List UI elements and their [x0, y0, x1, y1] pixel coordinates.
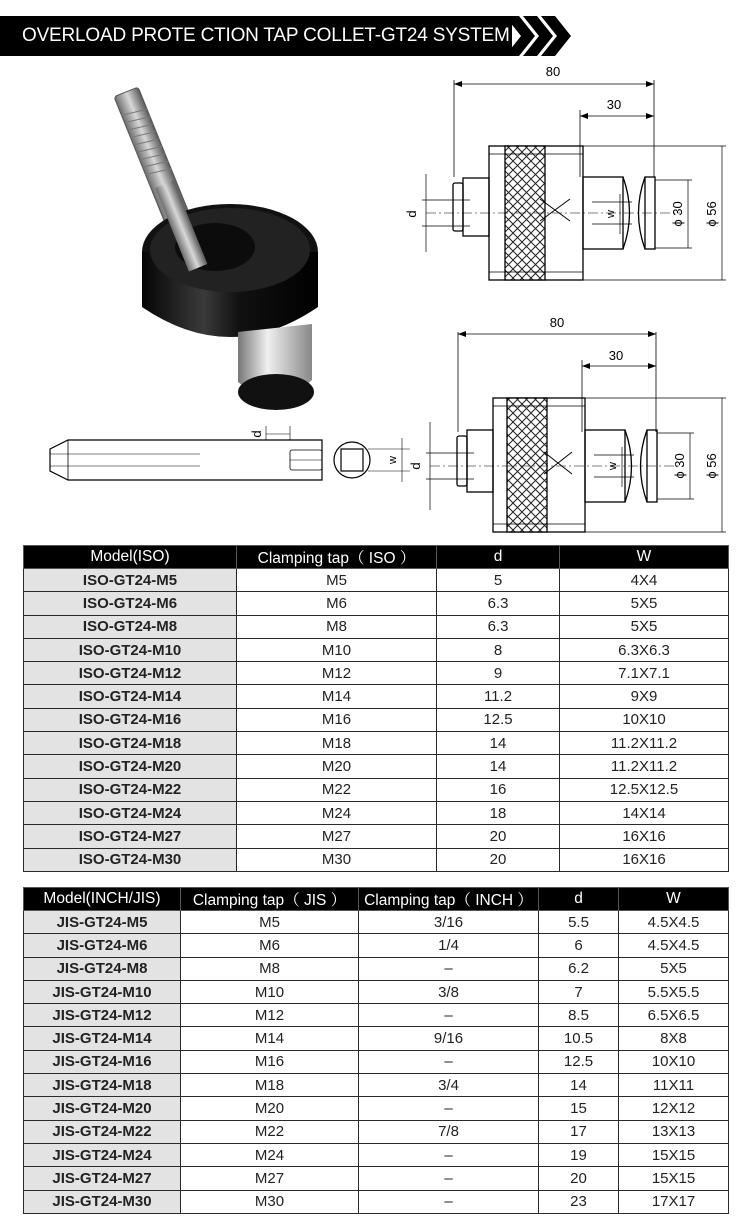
clamping-tap-inch-cell: 9/16	[359, 1027, 539, 1050]
clamping-tap-inch-cell: 1/4	[359, 934, 539, 957]
clamping-tap-cell: M12	[237, 662, 437, 685]
model-cell: JIS-GT24-M24	[24, 1143, 181, 1166]
w-cell: 15X15	[619, 1143, 729, 1166]
table-row	[24, 911, 729, 934]
clamping-tap-inch-cell: –	[359, 1143, 539, 1166]
model-cell: JIS-GT24-M16	[24, 1050, 181, 1073]
clamping-tap-jis-cell: M5	[181, 911, 359, 934]
jis-table-body	[24, 911, 729, 1214]
d-cell: 16	[437, 778, 560, 801]
table-row	[24, 1167, 729, 1190]
clamping-tap-jis-cell: M20	[181, 1097, 359, 1120]
iso-table-body	[24, 569, 729, 872]
table-row	[24, 708, 729, 731]
clamping-tap-jis-cell: M8	[181, 957, 359, 980]
col-header-d: d	[437, 546, 560, 569]
clamping-tap-inch-cell: –	[359, 1190, 539, 1213]
d-cell: 12.5	[437, 708, 560, 731]
table-row	[24, 1050, 729, 1073]
w-cell: 12X12	[619, 1097, 729, 1120]
dim-d-tap: d	[249, 430, 264, 438]
model-cell: JIS-GT24-M5	[24, 911, 181, 934]
clamping-tap-inch-cell: –	[359, 1167, 539, 1190]
dim-phi30-top: ϕ 30	[670, 201, 685, 227]
clamping-tap-cell: M8	[237, 615, 437, 638]
d-cell: 7	[539, 980, 619, 1003]
w-cell: 8X8	[619, 1027, 729, 1050]
w-cell: 11.2X11.2	[560, 732, 729, 755]
model-cell: JIS-GT24-M22	[24, 1120, 181, 1143]
dim-w-top: w	[605, 210, 617, 218]
clamping-tap-jis-cell: M16	[181, 1050, 359, 1073]
dim-w-tap: w	[387, 456, 399, 464]
clamping-tap-inch-cell: –	[359, 1004, 539, 1027]
table-row	[24, 615, 729, 638]
w-cell: 17X17	[619, 1190, 729, 1213]
model-cell: JIS-GT24-M14	[24, 1027, 181, 1050]
model-cell: ISO-GT24-M6	[24, 592, 237, 615]
table-row	[24, 934, 729, 957]
table-header-row	[24, 546, 729, 569]
d-cell: 15	[539, 1097, 619, 1120]
dim-front-bottom: 30	[608, 348, 624, 363]
dim-length-bottom: 80	[549, 315, 565, 330]
col-header-w: W	[619, 888, 729, 911]
model-cell: ISO-GT24-M12	[24, 662, 237, 685]
product-photo	[114, 87, 318, 410]
d-cell: 5	[437, 569, 560, 592]
drawing-bottom	[426, 331, 726, 532]
d-cell: 6.3	[437, 615, 560, 638]
model-cell: ISO-GT24-M30	[24, 848, 237, 871]
drawing-top	[422, 80, 726, 280]
clamping-tap-cell: M30	[237, 848, 437, 871]
header-banner	[0, 16, 575, 56]
model-cell: JIS-GT24-M27	[24, 1167, 181, 1190]
table-row	[24, 638, 729, 661]
table-row	[24, 848, 729, 871]
table-row	[24, 1004, 729, 1027]
model-cell: JIS-GT24-M18	[24, 1074, 181, 1097]
dim-length-top: 80	[545, 64, 561, 79]
w-cell: 4X4	[560, 569, 729, 592]
model-cell: ISO-GT24-M24	[24, 801, 237, 824]
table-row	[24, 592, 729, 615]
clamping-tap-jis-cell: M30	[181, 1190, 359, 1213]
table-row	[24, 1027, 729, 1050]
d-cell: 14	[437, 755, 560, 778]
col-header-clamping-tap-jis: Clamping tap（ JIS ）	[181, 888, 359, 911]
table-row	[24, 662, 729, 685]
w-cell: 7.1X7.1	[560, 662, 729, 685]
d-cell: 11.2	[437, 685, 560, 708]
w-cell: 15X15	[619, 1167, 729, 1190]
clamping-tap-inch-cell: 3/4	[359, 1074, 539, 1097]
w-cell: 6.5X6.5	[619, 1004, 729, 1027]
clamping-tap-jis-cell: M14	[181, 1027, 359, 1050]
d-cell: 14	[539, 1074, 619, 1097]
d-cell: 6.3	[437, 592, 560, 615]
clamping-tap-cell: M5	[237, 569, 437, 592]
model-cell: ISO-GT24-M16	[24, 708, 237, 731]
dim-phi56-top: ϕ 56	[704, 201, 719, 227]
clamping-tap-jis-cell: M6	[181, 934, 359, 957]
w-cell: 4.5X4.5	[619, 934, 729, 957]
dim-phi56-bottom: ϕ 56	[704, 453, 719, 479]
w-cell: 12.5X12.5	[560, 778, 729, 801]
model-cell: ISO-GT24-M27	[24, 825, 237, 848]
clamping-tap-inch-cell: 3/8	[359, 980, 539, 1003]
table-row	[24, 957, 729, 980]
table-header-row	[24, 888, 729, 911]
iso-spec-table	[23, 545, 729, 872]
clamping-tap-jis-cell: M10	[181, 980, 359, 1003]
clamping-tap-jis-cell: M18	[181, 1074, 359, 1097]
col-header-clamping-tap-inch: Clamping tap（ INCH ）	[359, 888, 539, 911]
table-row	[24, 778, 729, 801]
table-row	[24, 755, 729, 778]
w-cell: 16X16	[560, 848, 729, 871]
clamping-tap-cell: M27	[237, 825, 437, 848]
d-cell: 9	[437, 662, 560, 685]
page-title: OVERLOAD PROTE CTION TAP COLLET-GT24 SYSTEM	[22, 25, 510, 46]
dim-front-top: 30	[606, 97, 622, 112]
clamping-tap-inch-cell: –	[359, 1050, 539, 1073]
model-cell: ISO-GT24-M14	[24, 685, 237, 708]
col-header-w: W	[560, 546, 729, 569]
w-cell: 11.2X11.2	[560, 755, 729, 778]
table-row	[24, 1074, 729, 1097]
model-cell: JIS-GT24-M12	[24, 1004, 181, 1027]
drawing-tap	[50, 426, 410, 482]
clamping-tap-cell: M16	[237, 708, 437, 731]
table-row	[24, 801, 729, 824]
clamping-tap-jis-cell: M12	[181, 1004, 359, 1027]
w-cell: 14X14	[560, 801, 729, 824]
w-cell: 5X5	[560, 615, 729, 638]
w-cell: 5X5	[619, 957, 729, 980]
dim-d-top: d	[404, 210, 419, 218]
table-row	[24, 980, 729, 1003]
d-cell: 20	[437, 825, 560, 848]
d-cell: 6.2	[539, 957, 619, 980]
d-cell: 14	[437, 732, 560, 755]
d-cell: 19	[539, 1143, 619, 1166]
model-cell: ISO-GT24-M18	[24, 732, 237, 755]
clamping-tap-inch-cell: 7/8	[359, 1120, 539, 1143]
table-row	[24, 732, 729, 755]
w-cell: 10X10	[560, 708, 729, 731]
technical-drawing	[0, 62, 750, 540]
col-header-clamping-tap-iso: Clamping tap（ ISO ）	[237, 546, 437, 569]
w-cell: 16X16	[560, 825, 729, 848]
w-cell: 5.5X5.5	[619, 980, 729, 1003]
dim-d-bottom: d	[408, 462, 423, 470]
model-cell: ISO-GT24-M5	[24, 569, 237, 592]
col-header-model: Model(INCH/JIS)	[24, 888, 181, 911]
clamping-tap-cell: M22	[237, 778, 437, 801]
d-cell: 18	[437, 801, 560, 824]
clamping-tap-jis-cell: M24	[181, 1143, 359, 1166]
dim-phi30-bottom: ϕ 30	[672, 453, 687, 479]
model-cell: ISO-GT24-M10	[24, 638, 237, 661]
d-cell: 8.5	[539, 1004, 619, 1027]
table-row	[24, 1120, 729, 1143]
w-cell: 10X10	[619, 1050, 729, 1073]
model-cell: ISO-GT24-M22	[24, 778, 237, 801]
w-cell: 11X11	[619, 1074, 729, 1097]
model-cell: JIS-GT24-M20	[24, 1097, 181, 1120]
w-cell: 13X13	[619, 1120, 729, 1143]
jis-inch-spec-table	[23, 887, 729, 1214]
w-cell: 5X5	[560, 592, 729, 615]
dim-w-bottom: w	[607, 462, 619, 470]
table-row	[24, 685, 729, 708]
col-header-d: d	[539, 888, 619, 911]
w-cell: 9X9	[560, 685, 729, 708]
clamping-tap-cell: M14	[237, 685, 437, 708]
clamping-tap-cell: M20	[237, 755, 437, 778]
d-cell: 20	[437, 848, 560, 871]
model-cell: JIS-GT24-M8	[24, 957, 181, 980]
clamping-tap-jis-cell: M22	[181, 1120, 359, 1143]
table-row	[24, 569, 729, 592]
table-row	[24, 825, 729, 848]
d-cell: 6	[539, 934, 619, 957]
model-cell: JIS-GT24-M6	[24, 934, 181, 957]
product-figure	[0, 62, 750, 540]
clamping-tap-inch-cell: –	[359, 1097, 539, 1120]
clamping-tap-cell: M6	[237, 592, 437, 615]
col-header-model: Model(ISO)	[24, 546, 237, 569]
model-cell: ISO-GT24-M8	[24, 615, 237, 638]
d-cell: 10.5	[539, 1027, 619, 1050]
model-cell: ISO-GT24-M20	[24, 755, 237, 778]
table-row	[24, 1097, 729, 1120]
clamping-tap-cell: M24	[237, 801, 437, 824]
d-cell: 20	[539, 1167, 619, 1190]
d-cell: 23	[539, 1190, 619, 1213]
clamping-tap-cell: M10	[237, 638, 437, 661]
d-cell: 12.5	[539, 1050, 619, 1073]
table-row	[24, 1190, 729, 1213]
clamping-tap-cell: M18	[237, 732, 437, 755]
d-cell: 5.5	[539, 911, 619, 934]
d-cell: 17	[539, 1120, 619, 1143]
model-cell: JIS-GT24-M10	[24, 980, 181, 1003]
clamping-tap-jis-cell: M27	[181, 1167, 359, 1190]
table-row	[24, 1143, 729, 1166]
clamping-tap-inch-cell: 3/16	[359, 911, 539, 934]
chevron-arrows-icon	[505, 16, 575, 56]
w-cell: 6.3X6.3	[560, 638, 729, 661]
model-cell: JIS-GT24-M30	[24, 1190, 181, 1213]
d-cell: 8	[437, 638, 560, 661]
clamping-tap-inch-cell: –	[359, 957, 539, 980]
w-cell: 4.5X4.5	[619, 911, 729, 934]
